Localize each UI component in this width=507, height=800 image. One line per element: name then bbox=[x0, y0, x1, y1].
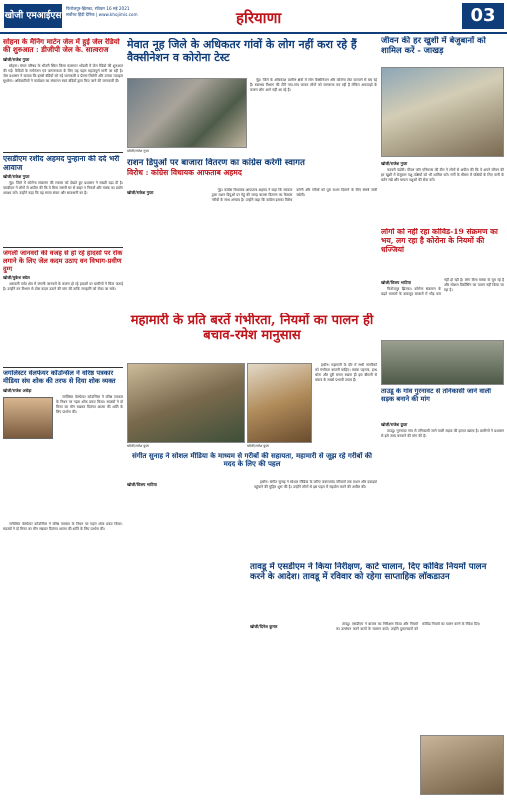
headline: लोगों को नहीं रहा कोविड-19 संक्रमण का भय, लग रहा है कोरोना के नियमों की धज्जियां bbox=[381, 228, 498, 254]
photo-caption: खोजी/राजेश ग्रुप्ता bbox=[247, 444, 270, 448]
headline: जीवन की हर खुशी में बेजुबानों को शामिल करें - जाखड़ bbox=[381, 36, 486, 55]
covid-headline-block bbox=[381, 228, 504, 276]
headline: महामारी के प्रति बरतें गंभीरता, नियमों का पालन ही बचाव-रमेश मानुसास bbox=[130, 313, 374, 343]
body-text: सोहना। मंगल परिषद के भीतरी स्थित जिला कारागार भोंडसी में जेल रेडियो की शुरुआत की गई। कैदियों के मनोरंजन एवं जागरूकता के लिए यह पहल महत्वपूर्ण मानी जा रही है। जेल प्रशासन ने बताया कि इससे बंदियों को नई जानकारी व प्रेरणा मिलेगी और उनका व्यवहार सुधरेगा। अधिकारियों ने कार्यक्रम का संचालन स्वयं बंदियों द्वारा किए जाने की जानकारी दी। bbox=[3, 63, 123, 83]
group-photo bbox=[247, 363, 312, 443]
byline: खोजी/दिनेश कुमार bbox=[250, 624, 278, 629]
main-photo bbox=[127, 78, 247, 148]
social-help-headline-block bbox=[127, 452, 377, 478]
sub-line: सर्वोच्च हिंदी दैनिक | www.khojimis.com bbox=[66, 12, 138, 17]
byline: खोजी/राजेश गुप्ता bbox=[381, 161, 408, 166]
person-photo bbox=[3, 397, 53, 439]
banner-subhead: विरोध : कांग्रेस विधायक आफताब अहमद bbox=[127, 168, 242, 177]
byline: खोजी/विजय भाटिया bbox=[381, 280, 411, 285]
sdm-headline-block bbox=[250, 562, 504, 620]
main-headline: मेवात नूह जिले के अधिकतर गांवों के लोग नहीं करा रहे हैं वैक्सीनेशन व कोरोना टेस्ट bbox=[127, 38, 357, 64]
body-text: फरवरी पंडोरी। पीपल फॉर एनिमल्स की टीम ने लोगों से अपील की कि वे अपने जीवन की हर खुशी में बेजुबान पशु-पक्षियों को भी शामिल करें। गर्मी के मौसम में पक्षियों के लिए पानी के बर्तन रखें और घायल पशुओं की सेवा करें। bbox=[381, 168, 504, 182]
body-text: अरावली पर्वत क्षेत्र में जंगली जानवरों के कारण हो रहे हादसों पर ग्रामीणों ने चिंता जताई है। उन्होंने वन विभाग से ठोस कदम उठाने की मांग की ताकि जनहानि को रोका जा सके। bbox=[3, 282, 123, 292]
body-text: तावडू। एसडीएम ने बाजार का निरीक्षण किया और नियमों का उल्लंघन करने वालों के चालान काटे। उन्होंने दुकानदारों को कोविड नियमों का पालन करने के निर्देश दिए। bbox=[336, 622, 481, 631]
date-text: फिरोजपुर-झिरका, रविवार 16 मई 2021 bbox=[66, 6, 130, 11]
body-text: ताउडू। गुरनावट गांव से तनिकासी जाने वाली सड़क की हालत खस्ता है। ग्रामीणों ने प्रशासन से इसे जल्द बनवाने की मांग की है। bbox=[381, 429, 504, 438]
region-title: हरियाणा bbox=[236, 9, 282, 27]
byline: खोजी/विजय भाटिया bbox=[127, 482, 157, 487]
divider bbox=[3, 152, 123, 153]
body-text: नूंह। जिले में कोरोना संक्रमण की रफ्तार को देखते हुए प्रशासन ने सख्ती बढ़ा दी है। एसडीएम ने लोगों से अपील की कि वे बिना जरूरी घर से बाहर न निकलें और मास्क का प्रयोग अवश्य करें। उन्होंने कहा कि यह समय संयम और सावधानी का है। bbox=[3, 181, 123, 196]
story-sdm-voice bbox=[3, 155, 123, 245]
banner-headline: राशन डिपुओं पर बाजारा वितरण का कांग्रेस करेगी स्वागत bbox=[127, 158, 305, 168]
byline: खोजी/राकेश गुप्ता bbox=[3, 174, 30, 180]
banner-headline-block bbox=[127, 158, 377, 186]
sdm-photo bbox=[420, 735, 504, 795]
photo-caption: खोजी/राजेश गुप्ता bbox=[127, 149, 150, 153]
byline: खोजी/मुकेश बघेल bbox=[3, 275, 30, 281]
date-line bbox=[66, 6, 186, 18]
byline: खोजी/राकेश गुप्ता bbox=[127, 190, 154, 195]
main-story-body bbox=[250, 78, 377, 156]
story-wild-animals bbox=[3, 250, 123, 365]
market-photo bbox=[381, 340, 504, 385]
main-headline-block bbox=[127, 38, 377, 78]
divider bbox=[3, 247, 123, 248]
body-text: फिरोजपुर झिरका। कोरोना संक्रमण के बढ़ते मामलों के बावजूद बाजारों में भीड़ कम नहीं हो रही है। लोग बिना मास्क के घूम रहे हैं और सोशल डिस्टेंसिंग का पालन नहीं किया जा रहा है। bbox=[381, 278, 504, 296]
headline: तावडू में एसडीएम ने किया निरीक्षण, काटे चालान, दिए कोविड नियमों पालन करने के आदेश। तावडू में रविवार को रहेगा साप्ताहिक लॉकडाउन bbox=[250, 562, 487, 582]
banner-story-body bbox=[127, 188, 377, 310]
byline: खोजी/राजेश अरोड़ा bbox=[3, 387, 32, 393]
headline: ताउडू के गांव गुरनावट से तनिकासी जाने वाली सड़क बनाने की मांग bbox=[381, 388, 491, 403]
photo-caption: खोजी/राजेश ग्रुप्ता bbox=[127, 444, 150, 448]
taudu-headline-block bbox=[381, 388, 504, 418]
story-jail-radio bbox=[3, 38, 123, 150]
right-headline-block bbox=[381, 36, 504, 66]
body-text: हथीन। संगीत सुनाह ने सोशल मीडिया के जरिए जरूरतमंद परिवारों तक राशन और दवाइयां पहुंचाने की मुहिम शुरू की है। उन्होंने लोगों से इस पहल में सहयोग करने की अपील की। bbox=[254, 480, 377, 489]
headline: सोहना के मैनिंग मार्टन जेल में हुई जेल रेडियो की शुरुआत : डीजीपी जेल के. सात्वराज bbox=[3, 38, 120, 55]
right-story-body bbox=[381, 159, 504, 227]
taudu-story-body bbox=[381, 420, 504, 470]
story-journalist-council bbox=[3, 370, 123, 520]
headline: एसडीएम रशीद अहमद पुन्हाना की दर्द भरी आवाज bbox=[3, 155, 120, 172]
body-text: हथीन। महामारी के दौर में सभी नागरिकों को गंभीरता बरतनी चाहिए। मास्क पहनना, हाथ धोना और दूरी बनाए रखना ही इस बीमारी से बचाव के सबसे प्रभावी उपाय हैं। bbox=[315, 363, 377, 382]
newspaper-logo: खोजी एमआईएस bbox=[4, 4, 62, 28]
lower-left-body bbox=[3, 522, 246, 797]
body-text: जर्नलिस्ट वेलफेयर कॉउन्सिल ने वरिष्ठ पत्रकार के निधन पर गहरा शोक प्रकट किया। सदस्यों ने दो मिनट का मौन रखकर दिवंगत आत्मा की शांति के लिए प्रार्थना की। bbox=[56, 394, 123, 414]
pandemic-story-body bbox=[315, 363, 377, 449]
masthead bbox=[0, 0, 507, 34]
byline: खोजी/राजेश ग्रुप्ता bbox=[381, 422, 408, 427]
headline: संगीत सुनाह ने सोशल मीडिया के माध्यम से गरीबों की सहायता, महामारी से जूझ रहे गरीबों की मदद के लिए की पहल bbox=[132, 452, 372, 469]
body-text: जर्नलिस्ट वेलफेयर कॉउन्सिल ने वरिष्ठ पत्रकार के निधन पर गहरा शोक प्रकट किया। सदस्यों ने दो मिनट का मौन रखकर दिवंगत आत्मा की शांति के लिए प्रार्थना की। bbox=[3, 522, 123, 531]
body-text: नूंह। कांग्रेस विधायक आफताब अहमद ने कहा कि सरकार द्वारा राशन डिपुओं पर गेहूं की जगह बाजरा वितरण का फैसला गरीबों के साथ अन्याय है। उन्होंने कहा कि कांग्रेस इसका विरोध करेगी और गरीबों को पूरा राशन दिलाने के लिए संघर्ष जारी रखेगी। bbox=[211, 188, 377, 202]
pandemic-headline-block bbox=[127, 313, 377, 363]
divider bbox=[3, 367, 123, 368]
headline: जगलिस्टर वेलफेयर कॉउन्सिल ने वरिष्ठ पत्रकार मीडिया संघ शोक की तरफ से दिया शोक व्यक्त bbox=[3, 370, 116, 385]
byline: खोजी/राजेश गुप्ता bbox=[3, 56, 30, 62]
rally-photo bbox=[127, 363, 245, 443]
headline: जंगली जानवरों की वजह से हो रहे हादसों पर रोक लगाने के लिए जेल कदम उठाए वन विभाग-प्रवीण दुग्ग bbox=[3, 250, 123, 273]
page-number: 03 bbox=[462, 3, 504, 29]
animals-photo bbox=[381, 67, 504, 157]
body-text: नूंह। जिले के अधिकांश ग्रामीण क्षेत्रों में लोग वैक्सीनेशन और कोरोना टेस्ट करवाने से बच रहे हैं। स्वास्थ्य विभाग की टीमें गांव-गांव जाकर लोगों को जागरूक कर रही हैं लेकिन अफवाहों के कारण लोग आगे नहीं आ रहे हैं। bbox=[250, 78, 377, 92]
